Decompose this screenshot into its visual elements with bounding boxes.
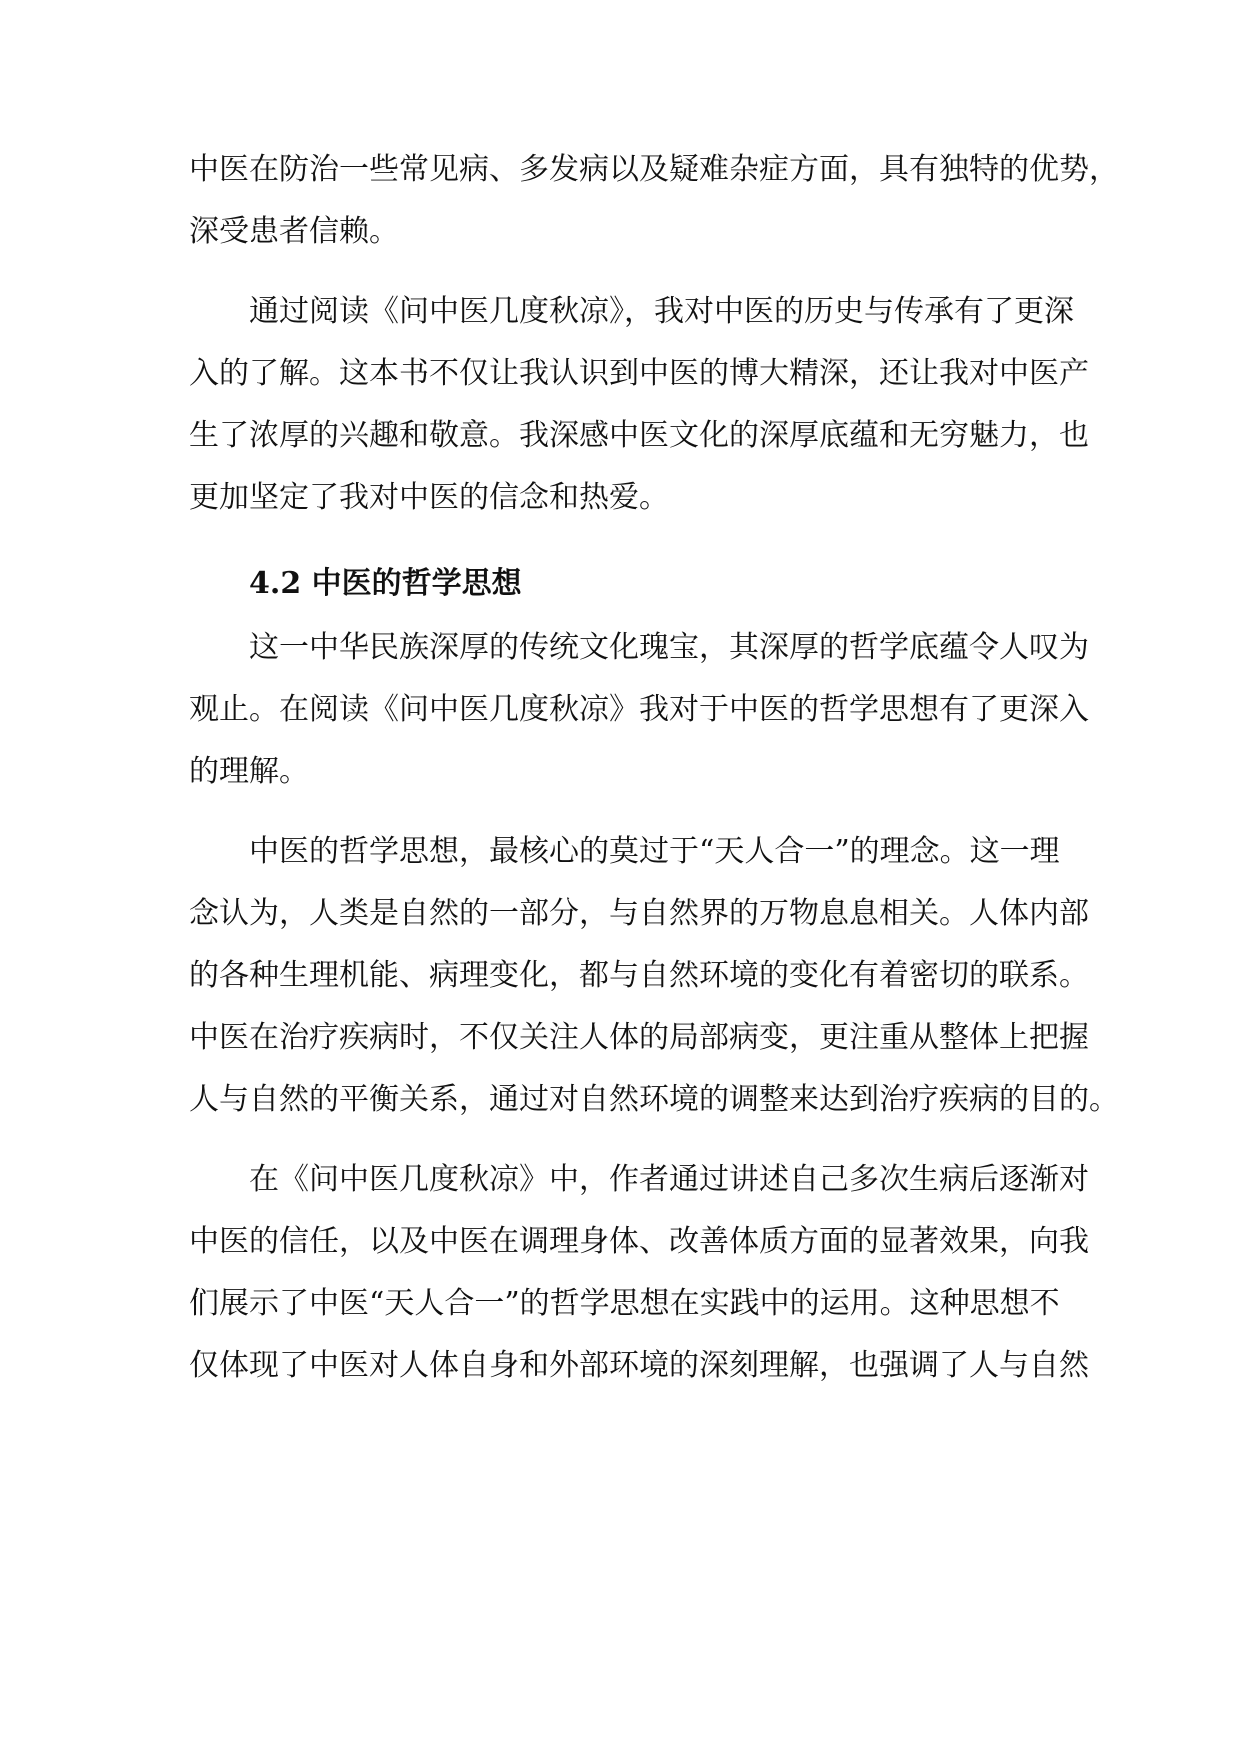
paragraph-line: 中医的哲学思想，最核心的莫过于“天人合一”的理念。这一理: [249, 834, 1060, 869]
paragraph-line: 入的了解。这本书不仅让我认识到中医的博大精深，还让我对中医产: [189, 356, 1089, 391]
paragraph-line: 们展示了中医“天人合一”的哲学思想在实践中的运用。这种思想不: [189, 1286, 1060, 1321]
paragraph-line: 观止。在阅读《问中医几度秋凉》我对于中医的哲学思想有了更深入: [189, 692, 1089, 727]
paragraph-line: 通过阅读《问中医几度秋凉》，我对中医的历史与传承有了更深: [249, 294, 1074, 329]
paragraph-line: 人与自然的平衡关系，通过对自然环境的调整来达到治疗疾病的目的。: [189, 1082, 1119, 1117]
paragraph-4: [189, 821, 1119, 1131]
paragraph-1: [189, 139, 1119, 263]
paragraph-spacer: [189, 1131, 1059, 1149]
paragraph-line: 中医在治疗疾病时，不仅关注人体的局部病变，更注重从整体上把握: [189, 1020, 1089, 1055]
paragraph-2: [189, 281, 1089, 529]
paragraph-spacer: [189, 803, 1059, 821]
section-heading: 4.2 中医的哲学思想: [249, 566, 522, 601]
paragraph-line: 生了浓厚的兴趣和敬意。我深感中医文化的深厚底蕴和无穷魅力，也: [189, 418, 1089, 453]
paragraph-line: 念认为，人类是自然的一部分，与自然界的万物息息相关。人体内部: [189, 896, 1089, 931]
paragraph-line: 的理解。: [189, 754, 309, 789]
paragraph-line: 在《问中医几度秋凉》中，作者通过讲述自己多次生病后逐渐对: [249, 1162, 1089, 1197]
paragraph-line: 中医的信任，以及中医在调理身体、改善体质方面的显著效果，向我: [189, 1224, 1089, 1259]
document-body: [189, 139, 1119, 1397]
paragraph-line: 中医在防治一些常见病、多发病以及疑难杂症方面，具有独特的优势，: [189, 152, 1119, 187]
paragraph-line: 这一中华民族深厚的传统文化瑰宝，其深厚的哲学底蕴令人叹为: [249, 630, 1089, 665]
paragraph-line: 仅体现了中医对人体自身和外部环境的深刻理解，也强调了人与自然: [189, 1348, 1089, 1383]
paragraph-spacer: [189, 263, 1059, 281]
paragraph-line: 更加坚定了我对中医的信念和热爱。: [189, 480, 669, 515]
paragraph-5: [189, 1149, 1089, 1397]
paragraph-line: 深受患者信赖。: [189, 214, 399, 249]
paragraph-line: 的各种生理机能、病理变化，都与自然环境的变化有着密切的联系。: [189, 958, 1089, 993]
paragraph-3: [189, 617, 1089, 803]
